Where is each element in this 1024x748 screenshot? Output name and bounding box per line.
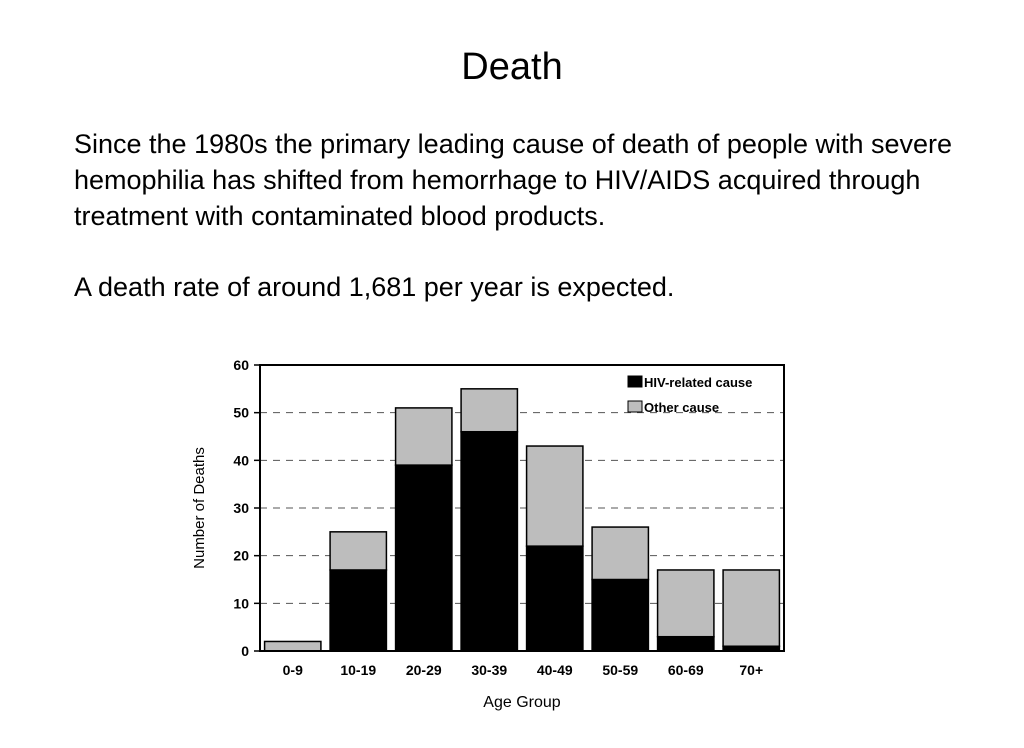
x-tick-label: 30-39 (471, 662, 508, 678)
bar-other-70+ (723, 570, 779, 646)
bar-hiv-50-59 (592, 580, 648, 652)
intro-paragraph: Since the 1980s the primary leading cause of death of people with severe hemophilia has shifted from hemorrhage to HIV/AIDS acquired through treatment with contaminated blood products. (74, 129, 953, 231)
x-tick-label: 60-69 (667, 662, 704, 678)
bar-other-20-29 (396, 408, 452, 465)
x-tick-label: 20-29 (405, 662, 442, 678)
bar-other-40-49 (527, 446, 583, 546)
y-tick-label: 40 (233, 452, 249, 469)
bar-hiv-60-69 (658, 637, 714, 651)
bar-hiv-20-29 (396, 465, 452, 651)
x-tick-label: 50-59 (602, 662, 639, 678)
x-tick-label: 40-49 (536, 662, 573, 678)
bar-hiv-10-19 (330, 570, 386, 651)
y-tick-label: 10 (233, 595, 249, 612)
bar-other-10-19 (330, 532, 386, 570)
y-tick-label: 50 (233, 404, 249, 421)
bar-other-30-39 (461, 389, 517, 432)
y-tick-label: 0 (241, 643, 249, 659)
legend (628, 375, 752, 415)
bar-hiv-40-49 (527, 546, 583, 651)
y-tick-label: 60 (233, 357, 249, 373)
slide-title: Death (461, 46, 563, 88)
death-rate-paragraph: A death rate of around 1,681 per year is expected. (74, 272, 675, 302)
x-tick-label: 10-19 (340, 662, 377, 678)
legend-swatch-other (628, 401, 642, 412)
x-ticks (283, 662, 763, 678)
legend-swatch-hiv (628, 376, 642, 387)
x-tick-label: 0-9 (282, 662, 303, 678)
y-axis-label: Number of Deaths (191, 447, 208, 569)
legend-label-other: Other cause (644, 400, 720, 415)
x-axis-label: Age Group (483, 694, 561, 711)
y-ticks (233, 357, 260, 659)
bar-other-50-59 (592, 527, 648, 579)
deaths-by-age-chart (180, 348, 800, 718)
y-tick-label: 20 (233, 547, 249, 564)
legend-label-hiv: HIV-related cause (644, 375, 753, 390)
bar-other-0-9 (265, 641, 321, 651)
bar-hiv-30-39 (461, 432, 517, 651)
bars (265, 389, 780, 651)
bar-other-60-69 (658, 570, 714, 637)
y-tick-label: 30 (233, 500, 249, 516)
x-tick-label: 70+ (739, 662, 764, 678)
